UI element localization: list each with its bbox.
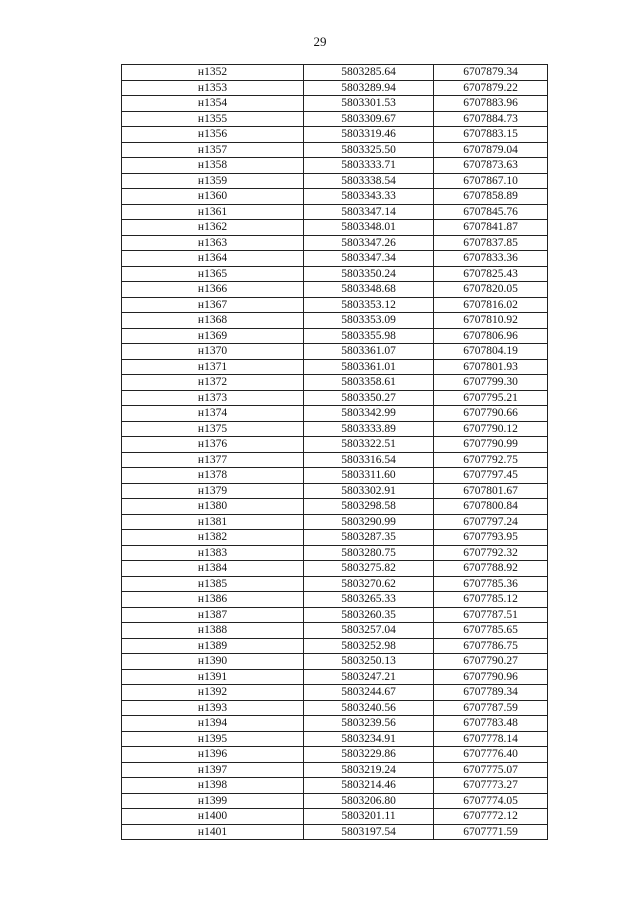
x-coordinate-cell: 5803302.91 (304, 483, 434, 499)
point-id-cell: н1379 (122, 483, 304, 499)
y-coordinate-cell: 6707801.67 (434, 483, 548, 499)
table-row (122, 468, 548, 484)
point-id-cell: н1363 (122, 235, 304, 251)
x-coordinate-cell: 5803244.67 (304, 685, 434, 701)
point-id-cell: н1370 (122, 344, 304, 360)
y-coordinate-cell: 6707797.45 (434, 468, 548, 484)
y-coordinate-cell: 6707793.95 (434, 530, 548, 546)
point-id-cell: н1356 (122, 127, 304, 143)
x-coordinate-cell: 5803361.07 (304, 344, 434, 360)
x-coordinate-cell: 5803252.98 (304, 638, 434, 654)
table-row (122, 235, 548, 251)
y-coordinate-cell: 6707820.05 (434, 282, 548, 298)
table-row (122, 654, 548, 670)
point-id-cell: н1360 (122, 189, 304, 205)
y-coordinate-cell: 6707790.99 (434, 437, 548, 453)
x-coordinate-cell: 5803338.54 (304, 173, 434, 189)
table-row (122, 731, 548, 747)
table-row (122, 96, 548, 112)
x-coordinate-cell: 5803355.98 (304, 328, 434, 344)
point-id-cell: н1361 (122, 204, 304, 220)
point-id-cell: н1401 (122, 824, 304, 840)
x-coordinate-cell: 5803347.14 (304, 204, 434, 220)
y-coordinate-cell: 6707800.84 (434, 499, 548, 515)
y-coordinate-cell: 6707789.34 (434, 685, 548, 701)
table-row (122, 390, 548, 406)
x-coordinate-cell: 5803260.35 (304, 607, 434, 623)
table-row (122, 251, 548, 267)
table-row (122, 623, 548, 639)
point-id-cell: н1399 (122, 793, 304, 809)
x-coordinate-cell: 5803265.33 (304, 592, 434, 608)
table-row (122, 359, 548, 375)
x-coordinate-cell: 5803347.34 (304, 251, 434, 267)
point-id-cell: н1395 (122, 731, 304, 747)
y-coordinate-cell: 6707792.32 (434, 545, 548, 561)
table-body (122, 65, 548, 840)
x-coordinate-cell: 5803322.51 (304, 437, 434, 453)
table-row (122, 545, 548, 561)
x-coordinate-cell: 5803325.50 (304, 142, 434, 158)
y-coordinate-cell: 6707825.43 (434, 266, 548, 282)
y-coordinate-cell: 6707816.02 (434, 297, 548, 313)
x-coordinate-cell: 5803257.04 (304, 623, 434, 639)
table-row (122, 297, 548, 313)
y-coordinate-cell: 6707833.36 (434, 251, 548, 267)
x-coordinate-cell: 5803280.75 (304, 545, 434, 561)
x-coordinate-cell: 5803250.13 (304, 654, 434, 670)
x-coordinate-cell: 5803285.64 (304, 65, 434, 81)
y-coordinate-cell: 6707867.10 (434, 173, 548, 189)
y-coordinate-cell: 6707776.40 (434, 747, 548, 763)
x-coordinate-cell: 5803270.62 (304, 576, 434, 592)
x-coordinate-cell: 5803333.71 (304, 158, 434, 174)
table-row (122, 142, 548, 158)
y-coordinate-cell: 6707879.22 (434, 80, 548, 96)
point-id-cell: н1390 (122, 654, 304, 670)
x-coordinate-cell: 5803353.12 (304, 297, 434, 313)
table-row (122, 65, 548, 81)
point-id-cell: н1387 (122, 607, 304, 623)
table-row (122, 793, 548, 809)
y-coordinate-cell: 6707785.12 (434, 592, 548, 608)
point-id-cell: н1377 (122, 452, 304, 468)
x-coordinate-cell: 5803350.24 (304, 266, 434, 282)
table-row (122, 638, 548, 654)
table-row (122, 809, 548, 825)
table-row (122, 328, 548, 344)
table-row (122, 344, 548, 360)
point-id-cell: н1366 (122, 282, 304, 298)
point-id-cell: н1393 (122, 700, 304, 716)
y-coordinate-cell: 6707788.92 (434, 561, 548, 577)
y-coordinate-cell: 6707787.59 (434, 700, 548, 716)
x-coordinate-cell: 5803358.61 (304, 375, 434, 391)
table-row (122, 824, 548, 840)
table-row (122, 607, 548, 623)
x-coordinate-cell: 5803347.26 (304, 235, 434, 251)
point-id-cell: н1352 (122, 65, 304, 81)
y-coordinate-cell: 6707785.65 (434, 623, 548, 639)
y-coordinate-cell: 6707841.87 (434, 220, 548, 236)
y-coordinate-cell: 6707786.75 (434, 638, 548, 654)
x-coordinate-cell: 5803343.33 (304, 189, 434, 205)
point-id-cell: н1372 (122, 375, 304, 391)
table-row (122, 158, 548, 174)
table-row (122, 189, 548, 205)
point-id-cell: н1384 (122, 561, 304, 577)
x-coordinate-cell: 5803201.11 (304, 809, 434, 825)
x-coordinate-cell: 5803353.09 (304, 313, 434, 329)
point-id-cell: н1383 (122, 545, 304, 561)
point-id-cell: н1380 (122, 499, 304, 515)
point-id-cell: н1365 (122, 266, 304, 282)
x-coordinate-cell: 5803309.67 (304, 111, 434, 127)
table-row (122, 576, 548, 592)
table-row (122, 778, 548, 794)
y-coordinate-cell: 6707801.93 (434, 359, 548, 375)
y-coordinate-cell: 6707790.27 (434, 654, 548, 670)
x-coordinate-cell: 5803301.53 (304, 96, 434, 112)
table-row (122, 173, 548, 189)
table-row (122, 127, 548, 143)
x-coordinate-cell: 5803239.56 (304, 716, 434, 732)
page-number: 29 (313, 34, 327, 49)
y-coordinate-cell: 6707792.75 (434, 452, 548, 468)
x-coordinate-cell: 5803234.91 (304, 731, 434, 747)
y-coordinate-cell: 6707785.36 (434, 576, 548, 592)
table-row (122, 499, 548, 515)
point-id-cell: н1374 (122, 406, 304, 422)
point-id-cell: н1362 (122, 220, 304, 236)
y-coordinate-cell: 6707858.89 (434, 189, 548, 205)
table-row (122, 762, 548, 778)
x-coordinate-cell: 5803348.01 (304, 220, 434, 236)
table-row (122, 437, 548, 453)
point-id-cell: н1367 (122, 297, 304, 313)
table-row (122, 592, 548, 608)
y-coordinate-cell: 6707783.48 (434, 716, 548, 732)
point-id-cell: н1357 (122, 142, 304, 158)
table-row (122, 747, 548, 763)
point-id-cell: н1371 (122, 359, 304, 375)
x-coordinate-cell: 5803287.35 (304, 530, 434, 546)
x-coordinate-cell: 5803298.58 (304, 499, 434, 515)
point-id-cell: н1392 (122, 685, 304, 701)
point-id-cell: н1391 (122, 669, 304, 685)
y-coordinate-cell: 6707790.12 (434, 421, 548, 437)
y-coordinate-cell: 6707799.30 (434, 375, 548, 391)
y-coordinate-cell: 6707837.85 (434, 235, 548, 251)
point-id-cell: н1359 (122, 173, 304, 189)
point-id-cell: н1396 (122, 747, 304, 763)
point-id-cell: н1394 (122, 716, 304, 732)
table-row (122, 452, 548, 468)
x-coordinate-cell: 5803219.24 (304, 762, 434, 778)
point-id-cell: н1354 (122, 96, 304, 112)
point-id-cell: н1358 (122, 158, 304, 174)
table-row (122, 514, 548, 530)
x-coordinate-cell: 5803206.80 (304, 793, 434, 809)
x-coordinate-cell: 5803290.99 (304, 514, 434, 530)
point-id-cell: н1378 (122, 468, 304, 484)
y-coordinate-cell: 6707773.27 (434, 778, 548, 794)
x-coordinate-cell: 5803319.46 (304, 127, 434, 143)
y-coordinate-cell: 6707774.05 (434, 793, 548, 809)
coordinates-table (121, 64, 548, 840)
table-row (122, 700, 548, 716)
table-row (122, 313, 548, 329)
y-coordinate-cell: 6707884.73 (434, 111, 548, 127)
y-coordinate-cell: 6707778.14 (434, 731, 548, 747)
point-id-cell: н1376 (122, 437, 304, 453)
x-coordinate-cell: 5803240.56 (304, 700, 434, 716)
y-coordinate-cell: 6707787.51 (434, 607, 548, 623)
table-row (122, 716, 548, 732)
table-row (122, 421, 548, 437)
x-coordinate-cell: 5803361.01 (304, 359, 434, 375)
y-coordinate-cell: 6707873.63 (434, 158, 548, 174)
x-coordinate-cell: 5803316.54 (304, 452, 434, 468)
point-id-cell: н1389 (122, 638, 304, 654)
y-coordinate-cell: 6707879.34 (434, 65, 548, 81)
y-coordinate-cell: 6707879.04 (434, 142, 548, 158)
point-id-cell: н1397 (122, 762, 304, 778)
point-id-cell: н1353 (122, 80, 304, 96)
x-coordinate-cell: 5803342.99 (304, 406, 434, 422)
point-id-cell: н1364 (122, 251, 304, 267)
table-row (122, 111, 548, 127)
x-coordinate-cell: 5803311.60 (304, 468, 434, 484)
point-id-cell: н1382 (122, 530, 304, 546)
x-coordinate-cell: 5803348.68 (304, 282, 434, 298)
x-coordinate-cell: 5803333.89 (304, 421, 434, 437)
point-id-cell: н1355 (122, 111, 304, 127)
x-coordinate-cell: 5803247.21 (304, 669, 434, 685)
y-coordinate-cell: 6707795.21 (434, 390, 548, 406)
y-coordinate-cell: 6707797.24 (434, 514, 548, 530)
point-id-cell: н1369 (122, 328, 304, 344)
point-id-cell: н1373 (122, 390, 304, 406)
table-row (122, 483, 548, 499)
table-row (122, 406, 548, 422)
y-coordinate-cell: 6707845.76 (434, 204, 548, 220)
x-coordinate-cell: 5803229.86 (304, 747, 434, 763)
table-row (122, 80, 548, 96)
point-id-cell: н1386 (122, 592, 304, 608)
x-coordinate-cell: 5803214.46 (304, 778, 434, 794)
point-id-cell: н1400 (122, 809, 304, 825)
point-id-cell: н1368 (122, 313, 304, 329)
x-coordinate-cell: 5803275.82 (304, 561, 434, 577)
y-coordinate-cell: 6707775.07 (434, 762, 548, 778)
y-coordinate-cell: 6707810.92 (434, 313, 548, 329)
y-coordinate-cell: 6707883.96 (434, 96, 548, 112)
y-coordinate-cell: 6707804.19 (434, 344, 548, 360)
y-coordinate-cell: 6707771.59 (434, 824, 548, 840)
table-row (122, 375, 548, 391)
y-coordinate-cell: 6707790.96 (434, 669, 548, 685)
table-row (122, 669, 548, 685)
table-row (122, 220, 548, 236)
x-coordinate-cell: 5803289.94 (304, 80, 434, 96)
x-coordinate-cell: 5803350.27 (304, 390, 434, 406)
y-coordinate-cell: 6707772.12 (434, 809, 548, 825)
table-row (122, 561, 548, 577)
table-row (122, 204, 548, 220)
point-id-cell: н1385 (122, 576, 304, 592)
table-row (122, 530, 548, 546)
point-id-cell: н1388 (122, 623, 304, 639)
y-coordinate-cell: 6707883.15 (434, 127, 548, 143)
point-id-cell: н1398 (122, 778, 304, 794)
y-coordinate-cell: 6707790.66 (434, 406, 548, 422)
table-row (122, 266, 548, 282)
table-row (122, 282, 548, 298)
y-coordinate-cell: 6707806.96 (434, 328, 548, 344)
point-id-cell: н1375 (122, 421, 304, 437)
table-row (122, 685, 548, 701)
point-id-cell: н1381 (122, 514, 304, 530)
x-coordinate-cell: 5803197.54 (304, 824, 434, 840)
